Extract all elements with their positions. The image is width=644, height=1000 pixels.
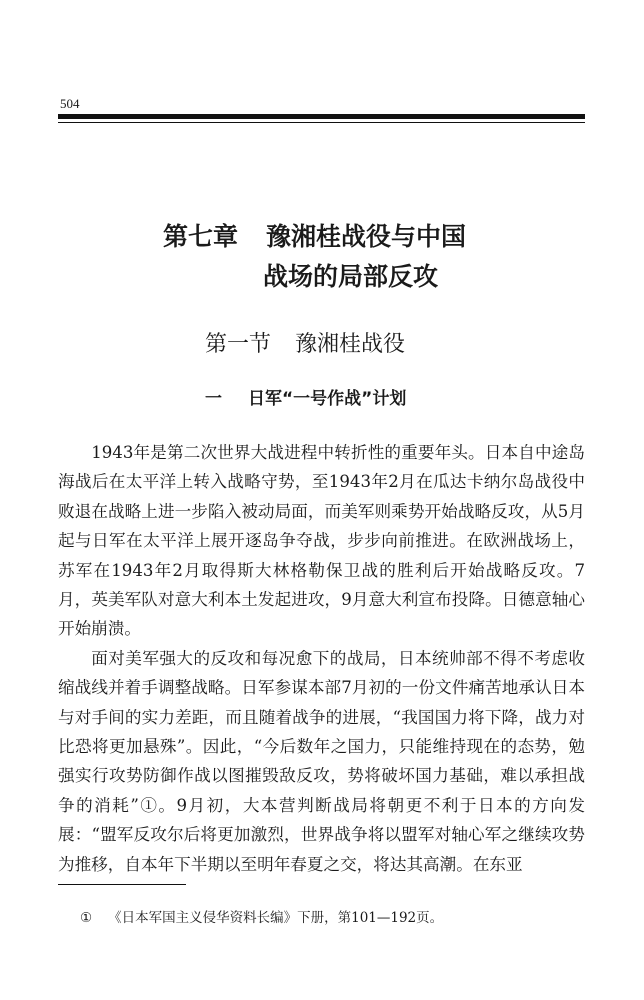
footnote-text: 《日本军国主义侵华资料长编》下册，第101—192页。 [108,910,444,926]
subsection-title [205,384,406,409]
header-rule-thin [58,122,585,123]
footnote [80,906,443,926]
chapter-title-line2: 战场的局部反攻 [263,262,439,291]
footnote-mark: ① [80,910,93,926]
chapter-title-text-1: 豫湘桂战役与中国 [266,222,467,251]
paragraph: 面对美军强大的反攻和每况愈下的战局，日本统帅部不得不考虑收缩战线并着手调整战略。日军参谋本部7月初的一份文件痛苦地承认日本与对手间的实力差距，而且随着战争的进展，“我国国力将下降，战力对比恐将更加悬殊”。因此，“今后数年之国力，只能维持现在的态势，勉强实行攻势防御作战以图摧毁敌反攻，势将破坏国力基础，难以承担战争的消耗”①。9月初，大本营判断战局将朝更不利于日本的方向发展：“盟军反攻尔后将更加激烈，世界战争将以盟军对轴心军之继续攻势为推移，自本年下半期以至明年春夏之交，将达其高潮。在东亚 [58,648,585,874]
section-label: 第一节 [205,332,272,357]
body-text [58,438,585,879]
header-rule-thick [58,114,585,119]
page-number: 504 [60,96,80,111]
subsection-title-text: 日军“一号作战”计划 [248,389,407,409]
chapter-label: 第七章 [163,222,239,251]
paragraph: 1943年是第二次世界大战进程中转折性的重要年头。日本自中途岛海战后在太平洋上转入战略守势，至1943年2月在瓜达卡纳尔岛战役中败退在战略上进一步陷入被动局面，而美军则乘势开始战略反攻，从5月起与日军在太平洋上展开逐岛争夺战，步步向前推进。在欧洲战场上，苏军在1943年2月取得斯大林格勒保卫战的胜利后开始战略反攻。7月，英美军队对意大利本土发起进攻，9月意大利宣布投降。日德意轴心开始崩溃。 [58,443,585,639]
subsection-label: 一 [205,389,222,409]
section-title [205,327,405,358]
chapter-title-line1 [163,218,466,256]
footnote-rule [58,884,186,885]
section-title-text: 豫湘桂战役 [295,332,406,357]
